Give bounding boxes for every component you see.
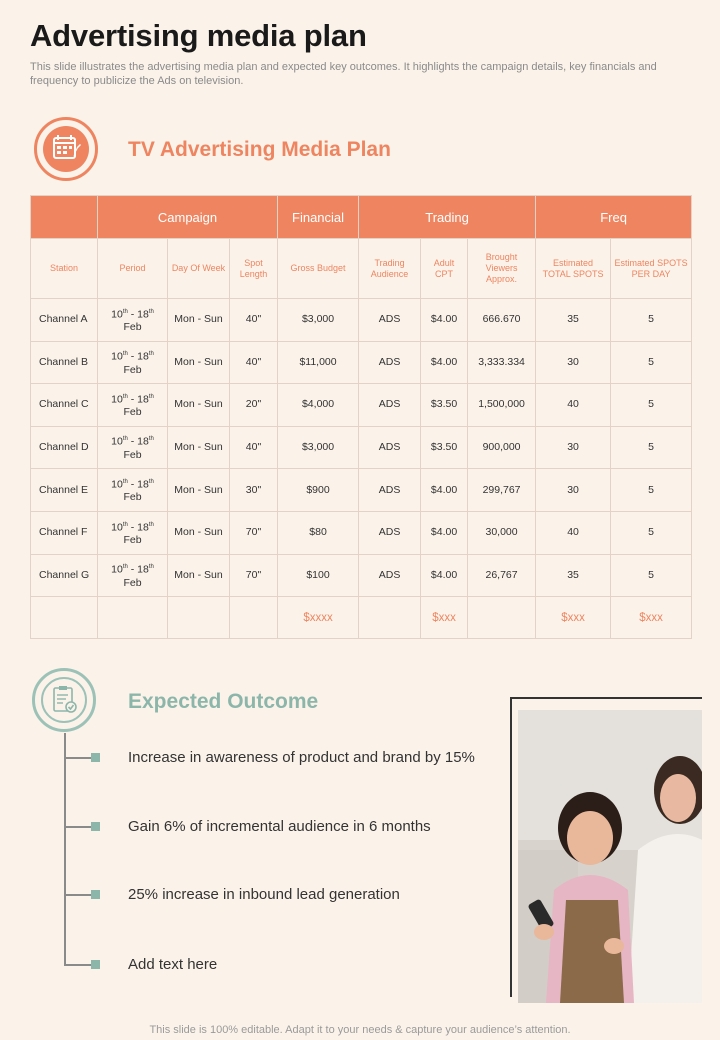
gross-budget-cell: $3,000 [278,426,359,469]
outcome-heading: Expected Outcome [128,690,319,713]
table-cell [230,597,278,639]
ordinal-suffix: th [148,351,154,358]
spots-per-day-cell: 5 [611,554,692,597]
period-cell [98,469,168,512]
table-row [31,554,692,597]
column-header: Trading Audience [359,239,421,299]
gross-budget-cell: $100 [278,554,359,597]
clipboard-icon-badge [32,668,96,732]
media-plan-table [30,195,692,639]
gross-budget-cell: $3,000 [278,299,359,342]
bullet-marker [91,890,100,899]
total-spots-cell: 40 [536,384,611,427]
column-header: Gross Budget [278,239,359,299]
period-month: Feb [123,321,142,334]
period-cell [98,511,168,554]
table-total-row [31,597,692,639]
period-start: 10 [111,350,123,363]
trading-audience-cell: ADS [359,469,421,512]
period-start: 10 [111,308,123,321]
column-header: Estimated TOTAL SPOTS [536,239,611,299]
ordinal-suffix: th [148,393,154,400]
viewers-cell: 900,000 [468,426,536,469]
period-month: Feb [123,406,142,419]
period-month: Feb [123,448,142,461]
table-row [31,469,692,512]
spots-per-day-cell: 5 [611,426,692,469]
adult-cpt-cell: $4.00 [421,511,468,554]
column-header: Estimated SPOTS PER DAY [611,239,692,299]
ordinal-suffix: th [122,564,128,571]
table-column-header [31,239,692,299]
bullet-marker [91,822,100,831]
period-start: 10 [111,521,123,534]
gross-budget-cell: $80 [278,511,359,554]
group-campaign: Campaign [98,196,278,239]
day-of-week-cell: Mon - Sun [168,469,230,512]
group-freq: Freq [536,196,692,239]
trading-audience-cell: ADS [359,384,421,427]
spots-per-day-cell: 5 [611,469,692,512]
period-start: 10 [111,563,123,576]
total-spots-cell: 40 [536,511,611,554]
table-row [31,299,692,342]
period-cell [98,299,168,342]
trading-audience-cell: ADS [359,299,421,342]
adult-cpt-cell: $4.00 [421,341,468,384]
day-of-week-cell: Mon - Sun [168,341,230,384]
table-cell [468,597,536,639]
station-cell: Channel E [31,469,98,512]
period-start: 10 [111,435,123,448]
day-of-week-cell: Mon - Sun [168,554,230,597]
timeline-bullet [64,964,91,966]
period-end: - 18 [130,435,149,448]
column-header: Station [31,239,98,299]
period-start: 10 [111,393,123,406]
period-cell [98,554,168,597]
period-end: - 18 [130,563,149,576]
outcome-item: Add text here [128,956,218,973]
period-end: - 18 [130,350,149,363]
timeline-bullet [64,757,91,759]
table-row [31,426,692,469]
table-group-header [31,196,692,239]
station-cell: Channel F [31,511,98,554]
spot-length-cell: 40" [230,426,278,469]
ordinal-suffix: th [122,351,128,358]
period-cell [98,341,168,384]
column-header: Spot Length [230,239,278,299]
viewers-cell: 1,500,000 [468,384,536,427]
page-subtitle: This slide illustrates the advertising media plan and expected key outcomes. It highlights the campaign details, key financials and frequency to publicize the Ads on television. [30,61,657,87]
bullet-marker [91,960,100,969]
plan-heading: TV Advertising Media Plan [128,138,391,161]
trading-audience-cell: ADS [359,511,421,554]
adult-cpt-cell: $4.00 [421,469,468,512]
outcome-item: 25% increase in inbound lead generation [128,886,400,903]
family-photo [518,710,702,1003]
column-header: Period [98,239,168,299]
total-spots-cell: 35 [536,554,611,597]
station-cell: Channel A [31,299,98,342]
page-footer: This slide is 100% editable. Adapt it to your needs & capture your audience’s attention. [149,1024,571,1036]
ordinal-suffix: th [122,521,128,528]
spots-per-day-cell: 5 [611,299,692,342]
ordinal-suffix: th [148,436,154,443]
period-end: - 18 [130,308,149,321]
outcome-item: Increase in awareness of product and brand by 15% [128,749,475,766]
total-spots-per-day: $xxx [611,597,692,639]
total-spots-cell: 30 [536,469,611,512]
timeline-line [64,733,66,965]
bullet-marker [91,753,100,762]
total-spots-cell: 35 [536,299,611,342]
ordinal-suffix: th [122,436,128,443]
outcome-item: Gain 6% of incremental audience in 6 months [128,818,431,835]
period-end: - 18 [130,478,149,491]
station-cell: Channel B [31,341,98,384]
spot-length-cell: 40" [230,341,278,384]
period-cell [98,384,168,427]
period-start: 10 [111,478,123,491]
adult-cpt-cell: $4.00 [421,554,468,597]
spot-length-cell: 70" [230,511,278,554]
ordinal-suffix: th [148,564,154,571]
period-month: Feb [123,363,142,376]
table-row [31,384,692,427]
station-cell: Channel C [31,384,98,427]
total-budget: $xxxx [278,597,359,639]
ordinal-suffix: th [148,478,154,485]
period-month: Feb [123,534,142,547]
empty-header-cell [31,196,98,239]
viewers-cell: 3,333.334 [468,341,536,384]
table-cell [31,597,98,639]
gross-budget-cell: $4,000 [278,384,359,427]
period-month: Feb [123,576,142,589]
day-of-week-cell: Mon - Sun [168,299,230,342]
group-trading: Trading [359,196,536,239]
table-row [31,511,692,554]
period-cell [98,426,168,469]
viewers-cell: 299,767 [468,469,536,512]
period-end: - 18 [130,521,149,534]
table-cell [168,597,230,639]
adult-cpt-cell: $3.50 [421,426,468,469]
gross-budget-cell: $900 [278,469,359,512]
spot-length-cell: 20" [230,384,278,427]
total-spots-cell: 30 [536,341,611,384]
timeline-bullet [64,894,91,896]
ordinal-suffix: th [148,521,154,528]
clipboard-check-icon [35,671,93,729]
spot-length-cell: 70" [230,554,278,597]
column-header: Brought Viewers Approx. [468,239,536,299]
station-cell: Channel D [31,426,98,469]
ordinal-suffix: th [122,393,128,400]
day-of-week-cell: Mon - Sun [168,426,230,469]
table-row [31,341,692,384]
viewers-cell: 26,767 [468,554,536,597]
trading-audience-cell: ADS [359,341,421,384]
day-of-week-cell: Mon - Sun [168,384,230,427]
spots-per-day-cell: 5 [611,384,692,427]
spots-per-day-cell: 5 [611,341,692,384]
total-spots: $xxx [536,597,611,639]
viewers-cell: 666.670 [468,299,536,342]
trading-audience-cell: ADS [359,554,421,597]
period-month: Feb [123,491,142,504]
total-spots-cell: 30 [536,426,611,469]
table-cell [98,597,168,639]
page-title: Advertising media plan [30,18,367,53]
table-cell [359,597,421,639]
ordinal-suffix: th [122,478,128,485]
column-header: Adult CPT [421,239,468,299]
trading-audience-cell: ADS [359,426,421,469]
adult-cpt-cell: $3.50 [421,384,468,427]
gross-budget-cell: $11,000 [278,341,359,384]
station-cell: Channel G [31,554,98,597]
period-end: - 18 [130,393,149,406]
adult-cpt-cell: $4.00 [421,299,468,342]
viewers-cell: 30,000 [468,511,536,554]
day-of-week-cell: Mon - Sun [168,511,230,554]
total-cpt: $xxx [421,597,468,639]
group-financial: Financial [278,196,359,239]
ordinal-suffix: th [148,308,154,315]
spot-length-cell: 30" [230,469,278,512]
timeline-bullet [64,826,91,828]
column-header: Day Of Week [168,239,230,299]
spot-length-cell: 40" [230,299,278,342]
calendar-icon-badge [34,117,98,181]
ordinal-suffix: th [122,308,128,315]
spots-per-day-cell: 5 [611,511,692,554]
calendar-icon [37,120,95,178]
